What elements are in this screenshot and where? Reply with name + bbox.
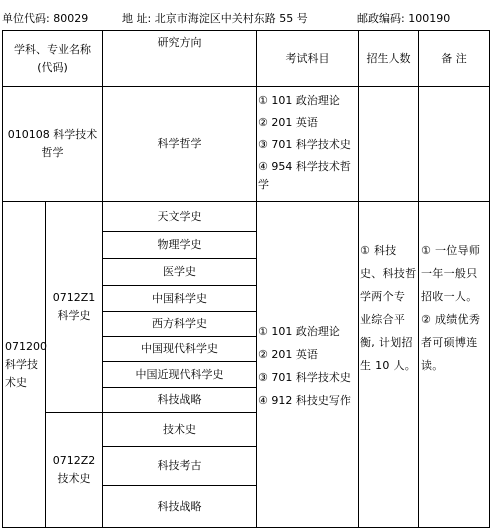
exam-item: ① 101 政治理论 xyxy=(258,94,340,107)
remark-line: ② 成绩优秀 xyxy=(421,313,481,326)
direction-item: 中国近现代科学史 xyxy=(135,367,224,381)
direction-item: 西方科学史 xyxy=(152,317,207,330)
submajor-2-name: 技术史 xyxy=(57,472,91,485)
exam-item: ② 201 英语 xyxy=(258,348,318,361)
col-header-major xyxy=(3,31,102,86)
address: 地 址: 北京市海淀区中关村东路 55 号 xyxy=(122,12,308,25)
direction-item: 物理学史 xyxy=(157,238,202,251)
row2-major-code: 071200 xyxy=(5,339,47,353)
direction-item: 科技战略 xyxy=(157,499,202,513)
row2-major-name2: 术史 xyxy=(5,375,27,389)
direction-item: 科技考古 xyxy=(157,459,202,472)
table-right-border xyxy=(489,30,490,528)
submajor-1-code: 0712Z1 xyxy=(52,291,96,304)
col-divider-2 xyxy=(256,30,257,528)
row1-major-code: 010108 xyxy=(7,128,50,141)
row2-major xyxy=(5,202,45,527)
row1-exams xyxy=(258,90,358,192)
col-divider-4 xyxy=(418,30,419,528)
col-header-remark: 备 注 xyxy=(441,51,467,65)
header-bar xyxy=(0,0,492,30)
enroll-line: 史、科技哲 xyxy=(360,267,417,280)
direction-item: 医学史 xyxy=(163,265,196,278)
enroll-line: 学两个专 xyxy=(360,290,406,303)
enroll-line: 业综合平 xyxy=(360,313,406,326)
enroll-line: 生 10 人。 xyxy=(360,359,417,372)
submajor-2 xyxy=(46,413,102,527)
enroll-note xyxy=(360,239,418,377)
remark-note xyxy=(421,239,489,377)
row1-major-line1 xyxy=(8,126,98,144)
col-header-exam: 考试科目 xyxy=(285,51,330,65)
direction-item: 中国现代科学史 xyxy=(141,342,218,355)
col-header-enroll: 招生人数 xyxy=(366,51,411,65)
exam-item: ① 101 政治理论 xyxy=(258,325,340,338)
remark-line: ① 一位导师 xyxy=(421,244,481,257)
exam-item: ③ 701 科学技术史 xyxy=(258,138,351,151)
submajor-1-name: 科学史 xyxy=(57,309,91,322)
exam-item: ④ 912 科技史写作 xyxy=(258,394,351,407)
enroll-line: ① 科技 xyxy=(360,244,397,257)
exam-item: 学 xyxy=(258,178,269,191)
direction-item: 技术史 xyxy=(163,422,196,436)
postcode: 邮政编码: 100190 xyxy=(357,12,451,25)
enroll-line: 衡, 计划招 xyxy=(360,336,413,349)
remark-line: 一年一般只 xyxy=(421,267,478,280)
row2-major-name1: 科学技 xyxy=(5,357,38,371)
submajor-1 xyxy=(46,202,102,412)
row1-major-name2: 哲学 xyxy=(41,146,64,159)
row2-exams xyxy=(258,320,358,412)
row1-major-name: 科学技术 xyxy=(53,128,98,141)
direction-item: 科技战略 xyxy=(157,393,202,406)
col-header-direction: 研究方向 xyxy=(157,36,202,49)
direction-item: 中国科学史 xyxy=(152,291,207,305)
exam-item: ③ 701 科学技术史 xyxy=(258,371,351,384)
table-bottom-border xyxy=(2,527,490,528)
exam-item: ② 201 英语 xyxy=(258,116,318,129)
col-header-major-sub: (代码) xyxy=(37,60,68,74)
remark-line: 者可硕博连 xyxy=(421,336,478,349)
row1-direction: 科学哲学 xyxy=(157,137,202,150)
remark-line: 招收一人。 xyxy=(421,290,478,303)
remark-line: 读。 xyxy=(421,359,444,372)
row1-major xyxy=(3,87,102,201)
unit-code: 单位代码: 80029 xyxy=(2,12,89,25)
col-divider-3 xyxy=(358,30,359,528)
direction-item: 天文学史 xyxy=(157,209,202,223)
submajor-2-code: 0712Z2 xyxy=(52,454,96,467)
exam-item: ④ 954 科学技术哲 xyxy=(258,160,351,173)
col-header-major-label: 学科、专业名称 xyxy=(14,42,91,56)
